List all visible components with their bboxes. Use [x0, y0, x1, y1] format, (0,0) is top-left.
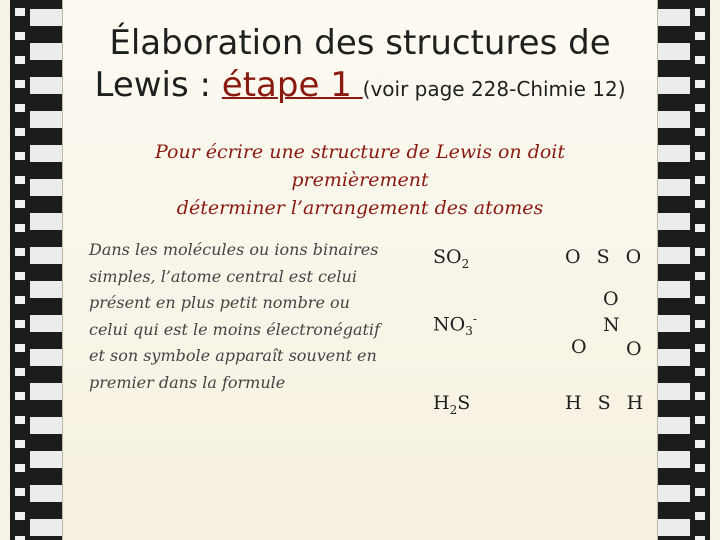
formula-so2-sub: 2: [461, 256, 470, 271]
arrangement-so2: O S O: [565, 246, 643, 268]
formula-no3-main: NO: [433, 313, 466, 336]
arrangement-h2s: H S H: [565, 392, 645, 414]
arrangement-no3-top: O: [603, 288, 619, 310]
formula-so2: [433, 246, 469, 271]
arrangement-no3-right: O: [626, 338, 642, 360]
film-strip-right: [658, 0, 710, 540]
formula-so2-main: SO: [433, 246, 462, 268]
title-line2: [63, 64, 657, 110]
formula-h2s: [433, 392, 470, 417]
film-strip-left: [10, 0, 62, 540]
title-prefix: Lewis :: [94, 65, 222, 105]
formula-h2s-sub: 2: [449, 402, 458, 417]
subtitle: [93, 138, 627, 222]
formula-no3-sub: 3: [465, 324, 473, 339]
slide: [62, 0, 658, 540]
title-step: étape 1: [221, 65, 363, 105]
title-reference: (voir page 228-Chimie 12): [362, 77, 626, 101]
arrangement-no3-left: O: [571, 336, 587, 358]
slide-title: [63, 22, 657, 110]
formula-no3: [433, 312, 477, 338]
formula-h2s-pre: H: [433, 392, 450, 414]
subtitle-line2: déterminer l’arrangement des atomes: [176, 197, 544, 219]
rule-text: Dans les molécules ou ions binaires simples, l’atome central est celui présent en plus petit nombre ou celui qui est le moins électronégatif et son symbole apparaît souvent en premier dans la formule: [89, 240, 380, 392]
title-line1: Élaboration des structures de: [109, 23, 611, 63]
subtitle-line1: Pour écrire une structure de Lewis on doit premièrement: [154, 141, 566, 191]
formula-no3-charge: -: [472, 312, 477, 326]
arrangement-no3-center: N: [603, 314, 620, 336]
formula-h2s-main: S: [457, 392, 471, 414]
